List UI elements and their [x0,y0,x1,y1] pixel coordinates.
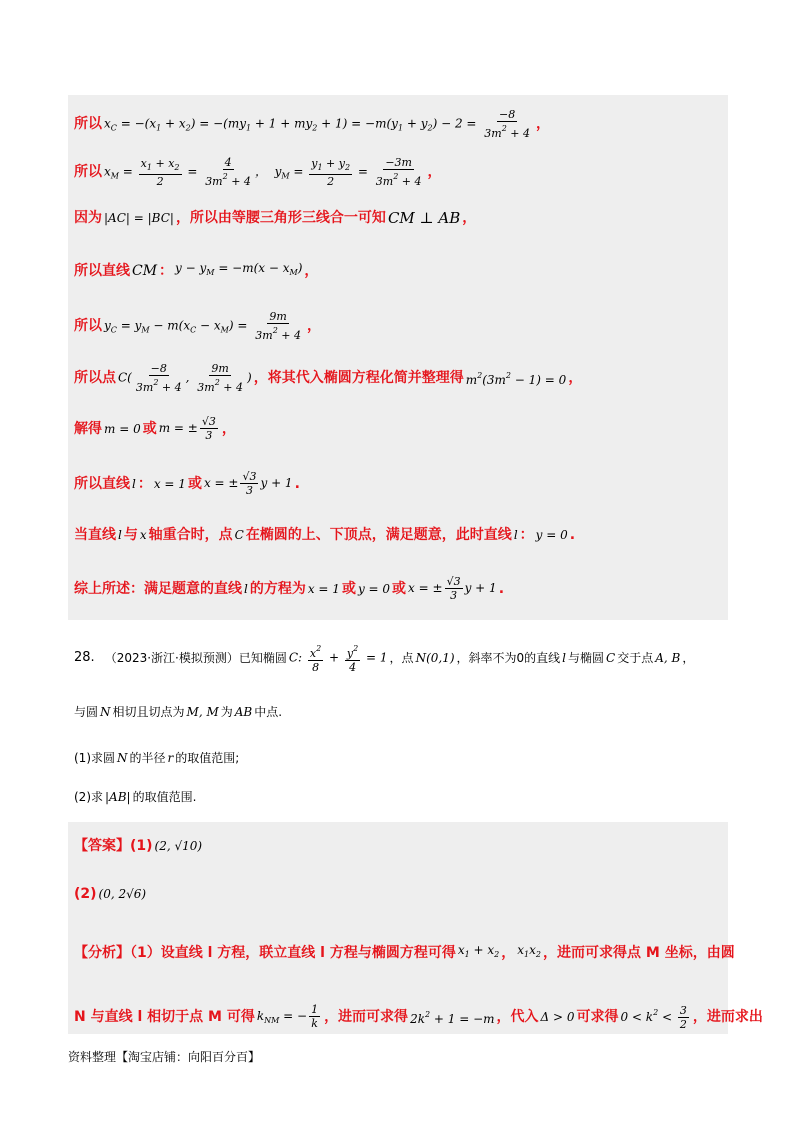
solution-line-10: 综上所述：满足题意的直线 l 的方程为 x = 1 或 y = 0 或 x = ± $\frac{√3}{3}$ y + 1 . [74,575,505,602]
analysis-text: 【分析】（1）设直线 l 方程，联立直线 l 方程与椭圆方程可得 [74,944,456,961]
solution-line-8: 所以直线 l ： x = 1 或 x = ± $\frac{√3}{3}$ y + 1 . [74,470,300,497]
text: 所以直线 [74,262,130,279]
formula: CM ⊥ AB [387,209,461,227]
formula: $k_{NM}$ = − $\frac{1}{k}$ [256,1003,319,1030]
analysis-text: ，进而求出 [692,1009,763,1025]
text: 所以点 [74,370,116,386]
formula: $y - y_M = -m(x - x_M)$ [175,261,303,277]
text: 与圆 [74,705,99,719]
text: 或 [142,420,157,437]
formula: $2k^2 + 1 = -m$ [410,1010,495,1026]
text: 中点. [254,705,283,719]
text: 所以 [74,116,102,132]
text: 所以 [74,318,102,334]
formula: x = ± $\frac{√3}{3}$ y + 1 [203,470,293,497]
answer-line-1 [74,836,204,856]
analysis-text: N 与直线 l 相切于点 M 可得 [74,1009,255,1025]
formula: |AB| [105,790,131,804]
solution-line-6: 所以点 C( $\frac{-8}{3m^2 + 4}$ , $\frac{9m}{3m^2 + 4}$ ) ，将其代入椭圆方程化简并整理得 $m^2(3m^2 - 1) = 0$ ， [74,362,583,394]
text: 的半径 [129,751,166,765]
formula: $y_C = y_M - m(x_C - x_M)$ = $\frac{9m}{3m^2 + 4}$ [104,310,301,342]
text: (2)求 [74,790,103,804]
formula: |AC| = |BC| [104,211,174,225]
formula: x = 1 [153,476,186,491]
formula: $x_M$ = $\frac{x_1 + x_2}{2}$ = $\frac{4}{3m^2 + 4}$ ， $y_M$ = $\frac{y_1 + y_2}{2}$ = $\frac{-3m}{3m^2 + 4}$ [104,156,422,188]
formula: m = ± $\frac{√3}{3}$ [158,415,216,442]
solution-line-1: 所以 $x_C = -(x_1 + x_2) = -(my_1 + 1 + my_2 + 1) = -m(y_1 + y_2) - 2$ = $\frac{-8}{3m^2 + 4}$ ， [74,108,551,140]
formula: l [562,651,566,665]
formula: $x_1 + x_2$ [457,943,500,959]
text: ，所以由等腰三角形三线合一可知 [175,210,386,226]
text: 交于点 [617,651,654,665]
solution-line-7: 解得 m = 0 或 m = ± $\frac{√3}{3}$ ， [74,415,236,442]
problem-line-2 [74,702,282,722]
text: 综上所述：满足题意的直线 [74,580,242,597]
text: 解得 [74,420,102,437]
formula: C: $\frac{x^2}{8}$ + $\frac{y^2}{4}$ = 1 [288,644,388,674]
text: 或 [187,475,202,492]
text: 的方程为 [249,580,306,597]
formula: $m^2(3m^2 - 1) = 0$ [465,371,567,387]
formula: Δ > 0 [540,1010,575,1024]
formula: A, B [655,651,681,665]
analysis-text: ，进而可求得点 M 坐标，由圆 [543,944,735,961]
text: 或 [392,580,407,597]
text: 所以 [74,164,102,180]
solution-line-9: 当直线 l 与 x 轴重合时，点 C 在椭圆的上、下顶点，满足题意，此时直线 l ： y = 0 . [74,527,576,543]
formula: l [132,476,136,491]
text: ，斜率不为0的直线 [456,651,561,665]
formula: l [118,528,122,542]
text: 的取值范围. [132,790,197,804]
formula: r [167,751,174,765]
answer-line-2 [74,884,148,904]
formula: l [513,528,518,542]
analysis-line-1: 【分析】（1）设直线 l 方程，联立直线 l 方程与椭圆方程可得 $x_1 + x_2$ ， $x_1x_2$ ，进而可求得点 M 坐标，由圆 [74,940,735,965]
formula: m = 0 [104,421,141,436]
text: (1)求圆 [74,751,115,765]
formula: AB [234,705,253,719]
formula: CM [132,262,158,279]
formula: C [606,651,616,665]
formula: N(0,1) [415,651,455,665]
solution-line-4: 所以直线 CM ： $y - y_M = -m(x - x_M)$ ， [74,258,318,283]
text: 当直线 [74,527,116,543]
formula: x = 1 [307,581,340,596]
formula: (2, √10) [154,839,203,853]
question-1 [74,748,239,768]
formula: C( $\frac{-8}{3m^2 + 4}$ , $\frac{9m}{3m^2 + 4}$ ) [118,362,252,394]
text: ，点 [389,651,414,665]
formula: C [234,528,244,542]
formula: y = 0 [357,581,391,596]
formula: N [117,751,128,765]
analysis-text: 可求得 [576,1009,619,1025]
text: 与椭圆 [568,651,605,665]
formula: x = ± $\frac{√3}{3}$ y + 1 [408,575,497,602]
problem-number: 28. [74,650,95,665]
question-2 [74,787,196,807]
text: 因为 [74,210,102,226]
formula: N [100,705,111,719]
formula: x [139,528,147,542]
text: 所以直线 [74,475,130,492]
analysis-line-2 [74,1003,763,1031]
formula: l [244,581,248,596]
problem-source: （2023·浙江·模拟预测）已知椭圆 [104,651,287,665]
solution-line-3: 因为 |AC| = |BC| ，所以由等腰三角形三线合一可知 CM ⊥ AB ， [74,209,477,227]
formula: y = 0 [535,528,568,542]
text: 与 [123,527,138,543]
text: ，将其代入椭圆方程化简并整理得 [253,370,464,386]
text: 轴重合时，点 [148,527,233,543]
text: 为 [220,705,233,719]
analysis-text: ，代入 [496,1009,539,1025]
text: 或 [341,580,356,597]
answer-label: 【答案】(1) [74,838,153,854]
analysis-text: ，进而可求得 [324,1009,409,1025]
footer-text: 资料整理【淘宝店铺：向阳百分百】 [68,1050,261,1064]
formula: $x_C = -(x_1 + x_2) = -(my_1 + 1 + my_2 + 1) = -m(y_1 + y_2) - 2$ = $\frac{-8}{3m^2 + 4}$ [104,108,531,140]
formula: M, M [186,705,219,719]
text: 在椭圆的上、下顶点，满足题意，此时直线 [245,527,512,543]
formula: $0 < k^2$ < $\frac{3}{2}$ [620,1004,687,1031]
answer-label-2: (2) [74,886,97,902]
solution-line-2: 所以 $x_M$ = $\frac{x_1 + x_2}{2}$ = $\frac{4}{3m^2 + 4}$ ， $y_M$ = $\frac{y_1 + y_2}{2}$ = $\frac{-3m}{3m^2 + 4}$ ， [74,156,442,188]
problem-line-1: 28. （2023·浙江·模拟预测）已知椭圆 C: $\frac{x^2}{8}$ + $\frac{y^2}{4}$ = 1 ，点 N(0,1) ，斜率不为0的直线 l 与椭圆 C 交于点 A, B ， [74,644,695,674]
formula: (0, 2√6) [98,887,147,901]
text: 的取值范围; [175,751,240,765]
text: 相切且切点为 [112,705,185,719]
solution-line-5: 所以 $y_C = y_M - m(x_C - x_M)$ = $\frac{9m}{3m^2 + 4}$ ， [74,310,321,342]
formula: $x_1x_2$ [517,943,542,959]
